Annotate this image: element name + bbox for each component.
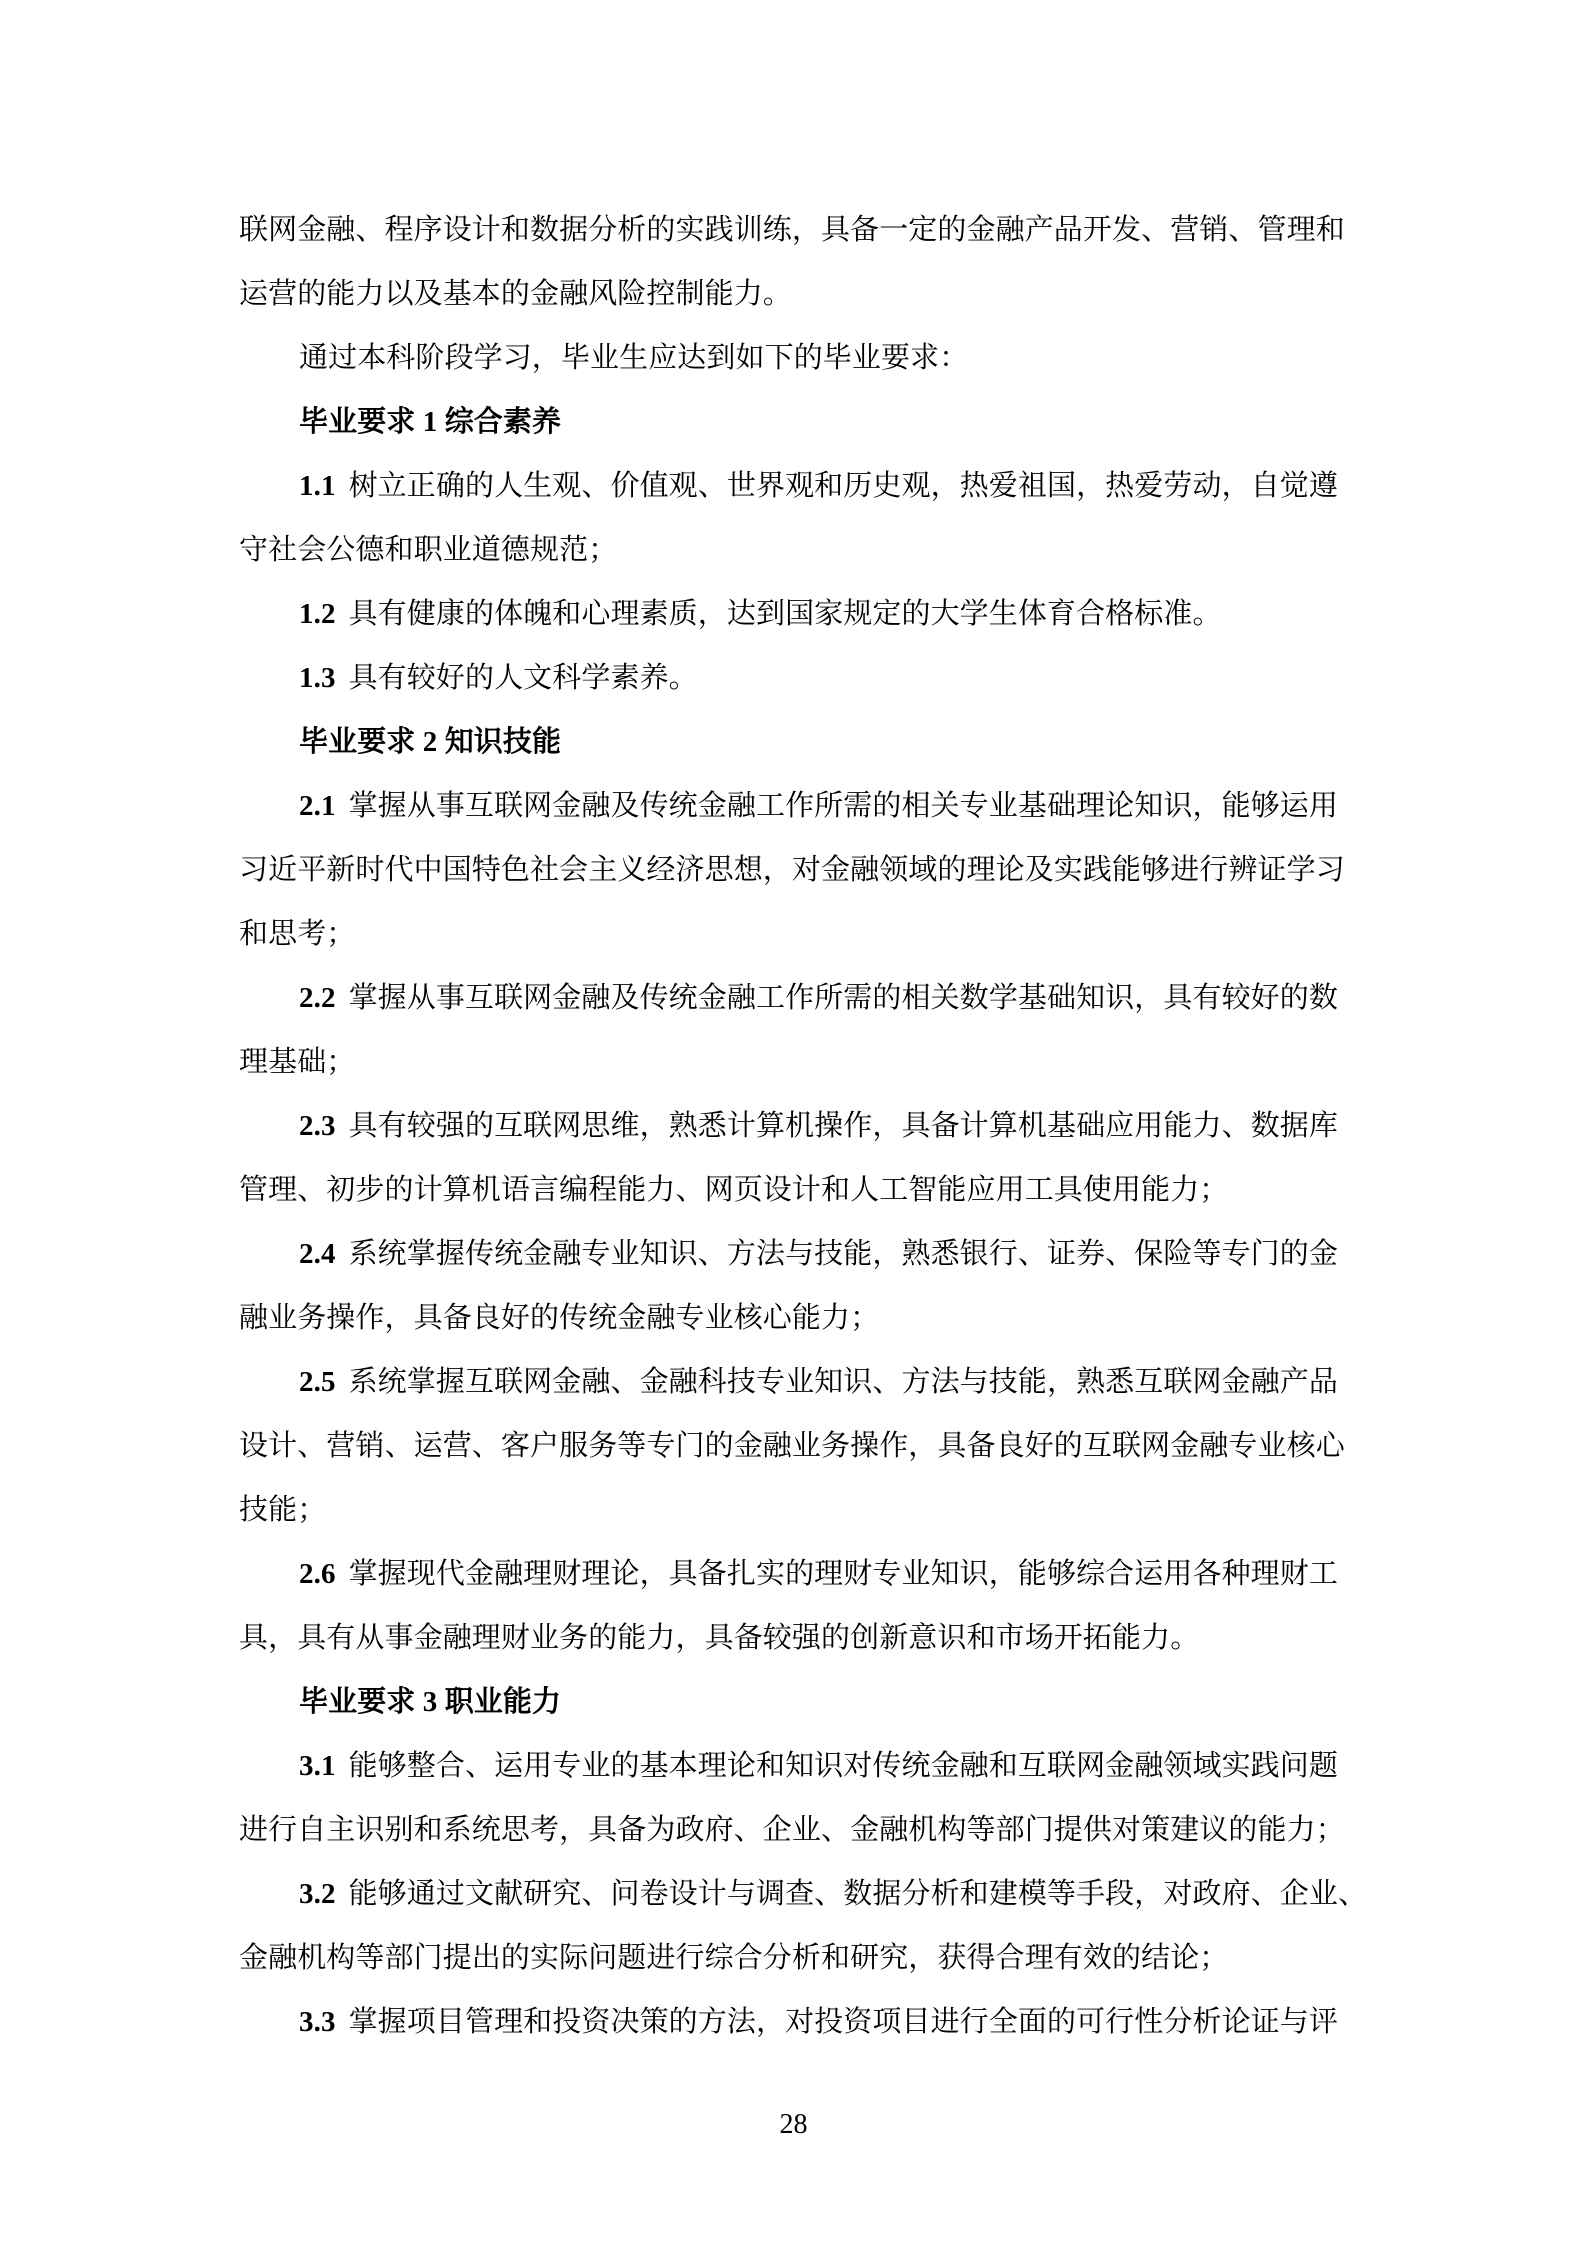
list-number: 2.1 bbox=[299, 790, 336, 822]
line-text: 具有健康的体魄和心理素质，达到国家规定的大学生体育合格标准。 bbox=[348, 598, 1222, 630]
line-text: 进行自主识别和系统思考，具备为政府、企业、金融机构等部门提供对策建议的能力； bbox=[239, 1814, 1345, 1846]
line-text: 能够整合、运用专业的基本理论和知识对传统金融和互联网金融领域实践问题 bbox=[348, 1750, 1338, 1782]
section-heading bbox=[239, 1670, 1347, 1734]
text-line bbox=[239, 1222, 1347, 1286]
section-heading bbox=[239, 390, 1347, 454]
text-line bbox=[239, 966, 1347, 1030]
list-number: 3.1 bbox=[299, 1750, 336, 1782]
document-body bbox=[239, 198, 1368, 2054]
line-text: 融业务操作，具备良好的传统金融专业核心能力； bbox=[239, 1302, 880, 1334]
list-number: 2.4 bbox=[299, 1238, 336, 1270]
line-text: 技能； bbox=[239, 1494, 327, 1526]
list-number: 3.2 bbox=[299, 1878, 336, 1910]
line-text: 具有较好的人文科学素养。 bbox=[348, 662, 698, 694]
line-text: 掌握从事互联网金融及传统金融工作所需的相关专业基础理论知识，能够运用 bbox=[348, 790, 1338, 822]
text-line bbox=[239, 518, 1347, 582]
line-text: 毕业要求 3 职业能力 bbox=[299, 1686, 562, 1718]
line-text: 通过本科阶段学习，毕业生应达到如下的毕业要求： bbox=[299, 342, 969, 374]
list-number: 2.2 bbox=[299, 982, 336, 1014]
text-line bbox=[239, 1478, 1347, 1542]
text-line bbox=[239, 262, 1347, 326]
line-text: 掌握现代金融理财理论，具备扎实的理财专业知识，能够综合运用各种理财工 bbox=[348, 1558, 1338, 1590]
text-line bbox=[239, 198, 1347, 262]
line-text: 联网金融、程序设计和数据分析的实践训练，具备一定的金融产品开发、营销、管理和 bbox=[239, 214, 1345, 246]
line-text: 掌握项目管理和投资决策的方法，对投资项目进行全面的可行性分析论证与评 bbox=[348, 2006, 1338, 2038]
text-line bbox=[239, 1862, 1368, 1926]
line-text: 金融机构等部门提出的实际问题进行综合分析和研究，获得合理有效的结论； bbox=[239, 1942, 1229, 1974]
text-line bbox=[239, 582, 1347, 646]
text-line bbox=[239, 838, 1347, 902]
text-line bbox=[239, 326, 1347, 390]
line-text: 树立正确的人生观、价值观、世界观和历史观，热爱祖国，热爱劳动，自觉遵 bbox=[348, 470, 1338, 502]
line-text: 和思考； bbox=[239, 918, 356, 950]
line-text: 系统掌握传统金融专业知识、方法与技能，熟悉银行、证券、保险等专门的金 bbox=[348, 1238, 1338, 1270]
text-line bbox=[239, 1990, 1347, 2054]
list-number: 2.3 bbox=[299, 1110, 336, 1142]
text-line bbox=[239, 1926, 1347, 1990]
text-line bbox=[239, 1542, 1347, 1606]
text-line bbox=[239, 454, 1347, 518]
text-line bbox=[239, 1798, 1347, 1862]
text-line bbox=[239, 646, 1347, 710]
list-number: 1.3 bbox=[299, 662, 336, 694]
list-number: 2.5 bbox=[299, 1366, 336, 1398]
text-line bbox=[239, 902, 1347, 966]
section-heading bbox=[239, 710, 1347, 774]
line-text: 具，具有从事金融理财业务的能力，具备较强的创新意识和市场开拓能力。 bbox=[239, 1622, 1200, 1654]
line-text: 理基础； bbox=[239, 1046, 356, 1078]
text-line bbox=[239, 1094, 1347, 1158]
list-number: 3.3 bbox=[299, 2006, 336, 2038]
text-line bbox=[239, 1350, 1347, 1414]
text-line bbox=[239, 1606, 1347, 1670]
line-text: 掌握从事互联网金融及传统金融工作所需的相关数学基础知识，具有较好的数 bbox=[348, 982, 1338, 1014]
text-line bbox=[239, 1286, 1347, 1350]
line-text: 设计、营销、运营、客户服务等专门的金融业务操作，具备良好的互联网金融专业核心 bbox=[239, 1430, 1345, 1462]
line-text: 运营的能力以及基本的金融风险控制能力。 bbox=[239, 278, 792, 310]
text-line bbox=[239, 1734, 1347, 1798]
list-number: 1.2 bbox=[299, 598, 336, 630]
line-text: 具有较强的互联网思维，熟悉计算机操作，具备计算机基础应用能力、数据库 bbox=[348, 1110, 1338, 1142]
list-number: 2.6 bbox=[299, 1558, 336, 1590]
line-text: 守社会公德和职业道德规范； bbox=[239, 534, 618, 566]
page-number: 28 bbox=[779, 2109, 808, 2140]
line-text: 能够通过文献研究、问卷设计与调查、数据分析和建模等手段，对政府、企业、 bbox=[348, 1878, 1368, 1910]
list-number: 1.1 bbox=[299, 470, 336, 502]
line-text: 管理、初步的计算机语言编程能力、网页设计和人工智能应用工具使用能力； bbox=[239, 1174, 1229, 1206]
line-text: 习近平新时代中国特色社会主义经济思想，对金融领域的理论及实践能够进行辨证学习 bbox=[239, 854, 1345, 886]
text-line bbox=[239, 1414, 1347, 1478]
text-line bbox=[239, 774, 1347, 838]
line-text: 毕业要求 2 知识技能 bbox=[299, 726, 562, 758]
line-text: 系统掌握互联网金融、金融科技专业知识、方法与技能，熟悉互联网金融产品 bbox=[348, 1366, 1338, 1398]
line-text: 毕业要求 1 综合素养 bbox=[299, 406, 562, 438]
text-line bbox=[239, 1158, 1347, 1222]
text-line bbox=[239, 1030, 1347, 1094]
